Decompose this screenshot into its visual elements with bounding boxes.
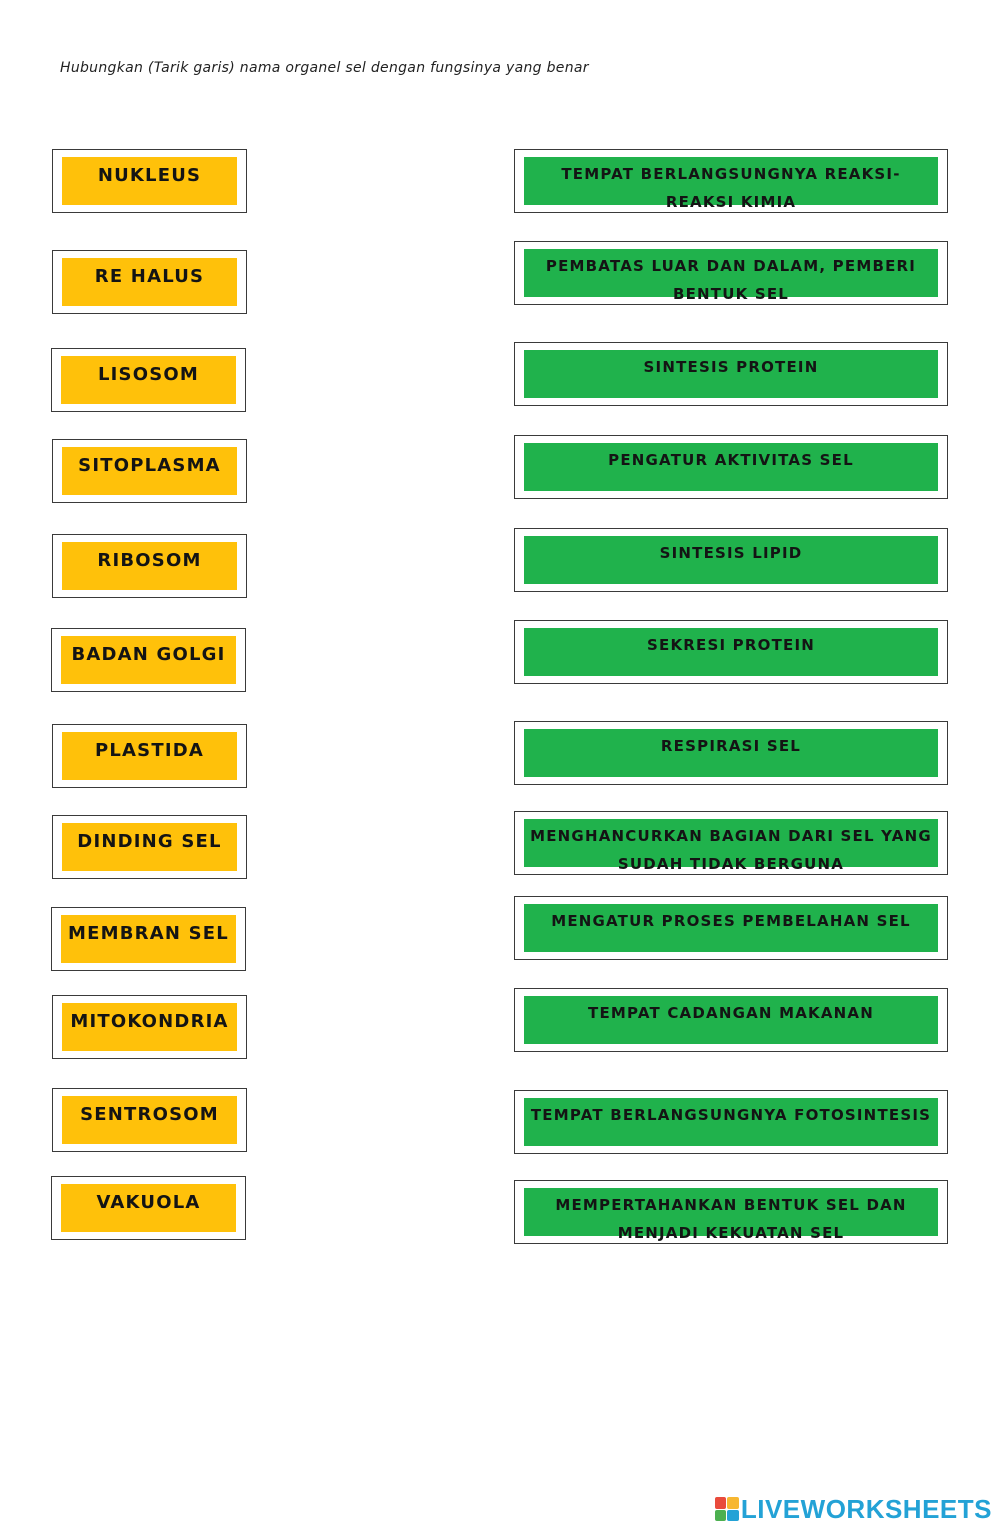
function-label: PEMBATAS LUAR DAN DALAM, PEMBERI BENTUK SEL (545, 257, 917, 303)
function-card-reaksi-kimia[interactable] (514, 149, 948, 213)
function-card-pembelahan-sel[interactable] (514, 896, 948, 960)
organelle-card-re-halus[interactable] (52, 250, 247, 314)
function-card-pengatur-aktivitas[interactable] (514, 435, 948, 499)
organelle-card-mitokondria[interactable] (52, 995, 247, 1059)
organelle-label: MEMBRAN SEL (68, 923, 229, 944)
function-label: MENGATUR PROSES PEMBELAHAN SEL (551, 912, 911, 930)
organelle-label: SITOPLASMA (78, 455, 221, 476)
organelle-label: PLASTIDA (94, 740, 204, 761)
liveworksheets-logo-icon (715, 1497, 739, 1521)
organelle-label: MITOKONDRIA (70, 1011, 229, 1032)
function-card-sintesis-protein[interactable] (514, 342, 948, 406)
organelle-label: BADAN GOLGI (71, 644, 226, 665)
organelle-card-plastida[interactable] (52, 724, 247, 788)
function-card-fotosintesis[interactable] (514, 1090, 948, 1154)
function-card-kekuatan-sel[interactable] (514, 1180, 948, 1244)
function-label: MEMPERTAHANKAN BENTUK SEL DAN MENJADI KEKUATAN SEL (555, 1196, 907, 1242)
organelle-card-membran-sel[interactable] (51, 907, 246, 971)
function-card-sintesis-lipid[interactable] (514, 528, 948, 592)
organelle-card-badan-golgi[interactable] (51, 628, 246, 692)
function-label: MENGHANCURKAN BAGIAN DARI SEL YANG SUDAH TIDAK BERGUNA (530, 827, 932, 873)
function-label: TEMPAT BERLANGSUNGNYA FOTOSINTESIS (530, 1106, 932, 1124)
organelle-label: SENTROSOM (80, 1104, 219, 1125)
function-card-sekresi-protein[interactable] (514, 620, 948, 684)
organelle-card-ribosom[interactable] (52, 534, 247, 598)
organelle-label: VAKUOLA (96, 1192, 201, 1213)
function-label: TEMPAT BERLANGSUNGNYA REAKSI-REAKSI KIMIA (561, 165, 901, 211)
organelle-card-lisosom[interactable] (51, 348, 246, 412)
organelle-label: RIBOSOM (97, 550, 202, 571)
instruction-text: Hubungkan (Tarik garis) nama organel sel dengan fungsinya yang benar (60, 60, 589, 76)
organelle-label: DINDING SEL (77, 831, 222, 852)
organelle-card-sentrosom[interactable] (52, 1088, 247, 1152)
liveworksheets-brand-text: LIVEWORKSHEETS (740, 1493, 992, 1524)
organelle-label: RE HALUS (94, 266, 205, 287)
function-label: RESPIRASI SEL (660, 737, 802, 755)
function-label: SINTESIS PROTEIN (643, 358, 819, 376)
organelle-label: NUKLEUS (97, 165, 202, 186)
organelle-card-vakuola[interactable] (51, 1176, 246, 1240)
function-label: PENGATUR AKTIVITAS SEL (608, 451, 854, 469)
function-label: TEMPAT CADANGAN MAKANAN (588, 1004, 874, 1022)
liveworksheets-logo (715, 1494, 992, 1524)
function-label: SEKRESI PROTEIN (647, 636, 815, 654)
function-card-pembatas[interactable] (514, 241, 948, 305)
function-card-cadangan-makanan[interactable] (514, 988, 948, 1052)
organelle-card-sitoplasma[interactable] (52, 439, 247, 503)
organelle-label: LISOSOM (97, 364, 199, 385)
function-card-respirasi-sel[interactable] (514, 721, 948, 785)
organelle-card-dinding-sel[interactable] (52, 815, 247, 879)
organelle-card-nukleus[interactable] (52, 149, 247, 213)
function-card-menghancurkan[interactable] (514, 811, 948, 875)
function-label: SINTESIS LIPID (659, 544, 803, 562)
